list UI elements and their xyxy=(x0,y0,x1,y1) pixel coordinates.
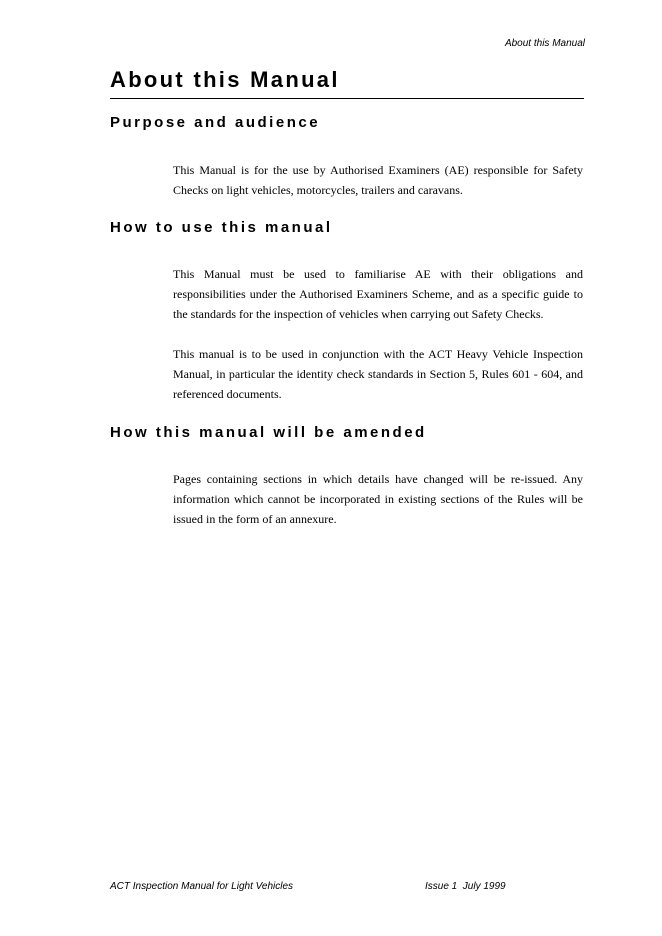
section-heading-how-to-use: How to use this manual xyxy=(110,219,333,236)
footer-issue: Issue 1 July 1999 xyxy=(425,881,506,892)
page-title: About this Manual xyxy=(110,66,584,99)
footer-document-title: ACT Inspection Manual for Light Vehicles xyxy=(110,881,294,892)
how-to-use-paragraph-1: This Manual must be used to familiarise AE with their obligations and responsibilities under the Authorised Examiners Scheme, and as a specific guide to the standards for the inspection of vehicles when carrying out Safety Checks. xyxy=(173,267,583,321)
amended-paragraph: Pages containing sections in which details have changed will be re-issued. Any information which cannot be incorporated in existing sections of the Rules will be issued in the form of an annexure. xyxy=(173,472,583,526)
running-header: About this Manual xyxy=(504,38,585,49)
section-heading-amended: How this manual will be amended xyxy=(110,424,427,441)
purpose-paragraph: This Manual is for the use by Authorised Examiners (AE) responsible for Safety Checks on light vehicles, motorcycles, trailers and caravans. xyxy=(173,163,583,197)
section-heading-purpose: Purpose and audience xyxy=(110,114,321,131)
how-to-use-paragraph-2: This manual is to be used in conjunction with the ACT Heavy Vehicle Inspection Manual, in particular the identity check standards in Section 5, Rules 601 - 604, and referenced documents. xyxy=(173,347,583,401)
